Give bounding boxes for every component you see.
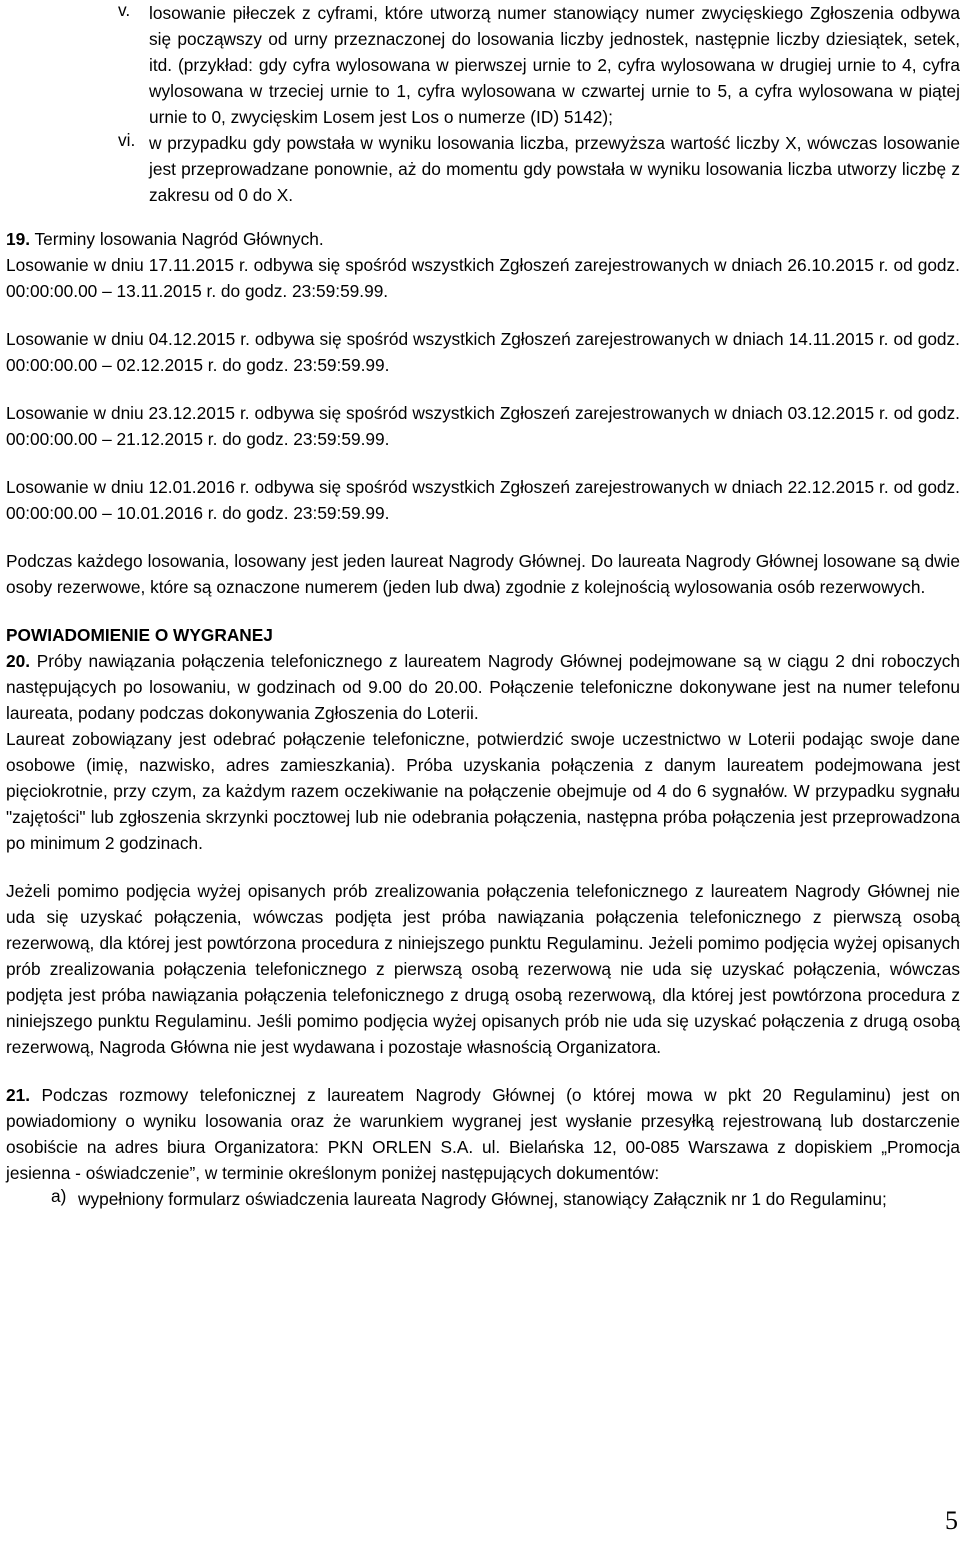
section-20-confirmation-paragraph: Laureat zobowiązany jest odebrać połączenie telefoniczne, potwierdzić swoje uczestnictwo w Loterii podając swoje dane osobowe (imię, nazwisko, adres zamieszkania). Próba uzyskania połączenia z danym laureatem podejmowana jest pięciokrotnie, przy czym, za każdym razem oczekiwanie na połączenie obejmuje od 4 do 6 sygnałów. W przypadku sygnału "zajętości" lub zgłoszenia skrzynki pocztowej lub nie odebrania połączenia, następna próba połączenia jest przeprowadzona po minimum 2 godzinach. <box>6 729 960 853</box>
draw-schedule-1: Losowanie w dniu 17.11.2015 r. odbywa się spośród wszystkich Zgłoszeń zarejestrowanych w dniach 26.10.2015 r. od godz. 00:00:00.00 – 13.11.2015 r. do godz. 23:59:59.99. <box>6 255 960 301</box>
section-title: Terminy losowania Nagród Głównych. <box>30 229 324 249</box>
document-page <box>6 0 960 1212</box>
notification-heading: POWIADOMIENIE O WYGRANEJ <box>6 625 273 645</box>
list-item-text: wypełniony formularz oświadczenia laureata Nagrody Głównej, stanowiący Załącznik nr 1 do Regulaminu; <box>78 1189 887 1209</box>
page-number: 5 <box>945 1506 958 1535</box>
list-item-text: losowanie piłeczek z cyframi, które utworzą numer stanowiący numer zwycięskiego Zgłoszenia odbywa się począwszy od urny przeznaczonej do losowania liczby jednostek, następnie liczby dziesiątek, setek, itd. (przykład: gdy cyfra wylosowana w pierwszej urnie to 2, cyfra wylosowana w drugiej urnie to 4, cyfra wylosowana w trzeciej urnie to 1, cyfra wylosowana w czwartej urnie to 5, a cyfra wylosowana w piątej urnie to 0, zwycięskim Losem jest Los o numerze (ID) 5142); <box>149 3 960 127</box>
section-number: 20. <box>6 651 31 671</box>
list-item-v <box>6 0 960 130</box>
section-number: 19. <box>6 229 31 249</box>
list-item-vi <box>6 130 960 208</box>
section-21-paragraph: 21. Podczas rozmowy telefonicznej z laureatem Nagrody Głównej (o której mowa w pkt 20 Regulaminu) jest on powiadomiony o wyniku losowania oraz że warunkiem wygranej jest wysłanie przesyłką rejestrowaną lub dostarczenie osobiście na adres biura Organizatora: PKN ORLEN S.A. ul. Bielańska 12, 00-085 Warszawa z dopiskiem „Promocja jesienna - oświadczenie”, w terminie określonym poniżej następujących dokumentów: <box>6 1085 960 1183</box>
draw-schedule-2: Losowanie w dniu 04.12.2015 r. odbywa się spośród wszystkich Zgłoszeń zarejestrowanych w dniach 14.11.2015 r. od godz. 00:00:00.00 – 02.12.2015 r. do godz. 23:59:59.99. <box>6 329 960 375</box>
draw-schedule-3: Losowanie w dniu 23.12.2015 r. odbywa się spośród wszystkich Zgłoszeń zarejestrowanych w dniach 03.12.2015 r. od godz. 00:00:00.00 – 21.12.2015 r. do godz. 23:59:59.99. <box>6 403 960 449</box>
list-marker: a) <box>51 1186 67 1206</box>
section-number: 21. <box>6 1085 31 1105</box>
section-20-paragraph: 20. Próby nawiązania połączenia telefonicznego z laureatem Nagrody Głównej podejmowane są w ciągu 2 dni roboczych następujących po losowaniu, w godzinach od 9.00 do 20.00. Połączenie telefoniczne dokonywane jest na numer telefonu laureata, podany podczas dokonywania Zgłoszenia do Loterii. <box>6 651 960 723</box>
section-20-reserve-paragraph: Jeżeli pomimo podjęcia wyżej opisanych prób zrealizowania połączenia telefonicznego z laureatem Nagrody Głównej nie uda się uzyskać połączenia, wówczas podjęta jest próba nawiązania połączenia telefonicznego z pierwszą osobą rezerwową, dla której jest powtórzona procedura z niniejszego punktu Regulaminu. Jeżeli pomimo podjęcia wyżej opisanych prób zrealizowania połączenia telefonicznego z pierwszą osobą rezerwową nie uda się uzyskać połączenia, wówczas podjęta jest próba nawiązania połączenia telefonicznego z drugą osobą rezerwową, dla której jest powtórzona procedura z niniejszego punktu Regulaminu. Jeśli pomimo podjęcia wyżej opisanych prób nie uda się uzyskać połączenia z drugą osobą rezerwową, Nagroda Główna nie jest wydawana i pozostaje własnością Organizatora. <box>6 881 960 1057</box>
list-item-a <box>6 1186 960 1212</box>
list-marker: v. <box>118 0 131 20</box>
list-marker: vi. <box>118 130 136 150</box>
list-item-text: w przypadku gdy powstała w wyniku losowania liczba, przewyższa wartość liczby X, wówczas losowanie jest przeprowadzane ponownie, aż do momentu gdy powstała w wyniku losowania liczba utworzy liczbę z zakresu od 0 do X. <box>149 133 960 205</box>
reserve-winners-paragraph: Podczas każdego losowania, losowany jest jeden laureat Nagrody Głównej. Do laureata Nagrody Głównej losowane są dwie osoby rezerwowe, które są oznaczone numerem (jeden lub dwa) zgodnie z kolejnością wylosowania osób rezerwowych. <box>6 551 960 597</box>
draw-schedule-4: Losowanie w dniu 12.01.2016 r. odbywa się spośród wszystkich Zgłoszeń zarejestrowanych w dniach 22.12.2015 r. od godz. 00:00:00.00 – 10.01.2016 r. do godz. 23:59:59.99. <box>6 477 960 523</box>
section-19-heading <box>6 226 960 252</box>
